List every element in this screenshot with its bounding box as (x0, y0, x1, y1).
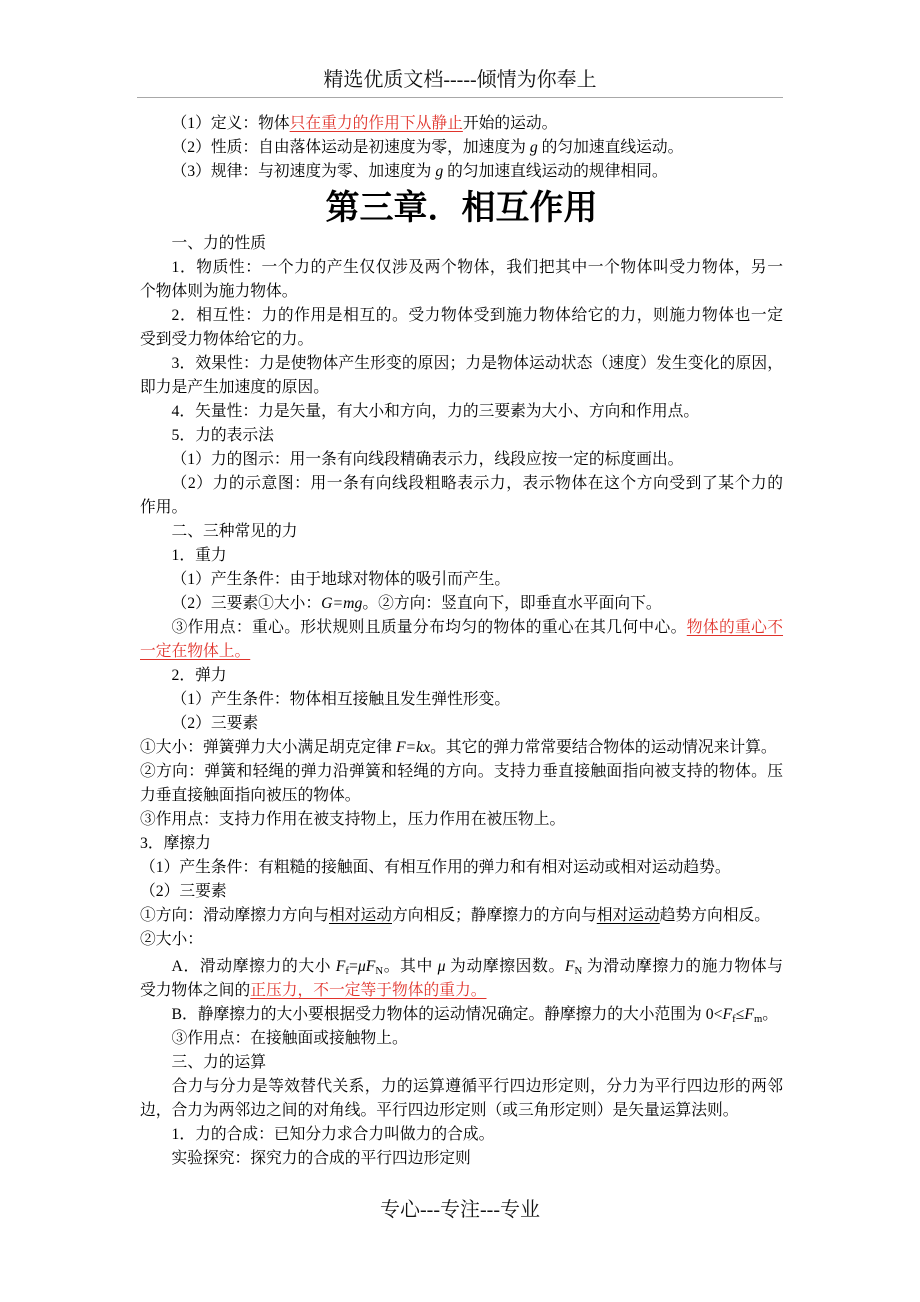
subscript: N (375, 964, 384, 977)
mutuality-paragraph-line: 2．相互性：力的作用是相互的。受力物体受到施力物体给它的力，则施力物体也一定 (171, 307, 783, 324)
effect-paragraph-line: 3．效果性：力是使物体产生形变的原因；力是物体运动状态（速度）发生变化的原因， (171, 355, 783, 372)
formula-symbol: = (348, 958, 358, 975)
elastic-elements-heading: （2）三要素 (171, 715, 259, 732)
materiality-paragraph-line: 个物体则为施力物体。 (140, 283, 298, 300)
text-segment: 。②方向：竖直向下，即垂直水平面向下。 (362, 595, 662, 612)
text-segment: ①大小：弹簧弹力大小满足胡克定律 (140, 739, 396, 756)
highlighted-text: 正压力，不一定等于物体的重力。 (250, 982, 487, 999)
free-fall-definition (140, 112, 783, 136)
gravity-point-line (140, 640, 783, 664)
sliding-friction-line (140, 979, 783, 1003)
formula-symbol: μF (357, 958, 376, 975)
force-composition: 1．力的合成：已知分力求合力叫做力的合成。 (171, 1126, 495, 1143)
elastic-direction-line: ②方向：弹簧和轻绳的弹力沿弹簧和轻绳的方向。支持力垂直接触面指向被支持的物体。压 (140, 763, 783, 780)
subscript: N (574, 964, 583, 977)
subsection-heading: 2．弹力 (171, 667, 227, 684)
section-heading: 二、三种常见的力 (171, 523, 298, 540)
gravity-condition: （1）产生条件：由于地球对物体的吸引而产生。 (171, 571, 511, 588)
friction-direction (140, 904, 783, 928)
experiment-item: 实验探究：探究力的合成的平行四边形定则 (171, 1150, 471, 1167)
force-sketch-item-line: （2）力的示意图：用一条有向线段粗略表示力，表示物体在这个方向受到了某个力的 (171, 475, 783, 492)
highlighted-text: 物体的重心不 (686, 619, 784, 636)
friction-point: ③作用点：在接触面或接触物上。 (171, 1030, 408, 1047)
gravity-point-line (140, 616, 783, 640)
text-segment: 为滑动摩擦力的施力物体与 (582, 958, 784, 975)
text-segment: 的匀加速直线运动的规律相同。 (443, 163, 668, 180)
friction-elements-heading: （2）三要素 (140, 883, 227, 900)
sliding-friction-line (140, 955, 783, 979)
formula-symbol: ≤ (735, 1006, 745, 1023)
highlighted-text: 一定在物体上。 (140, 643, 251, 660)
operations-intro-line: 边，合力为两邻边之间的对角线。平行四边形定则（或三角形定则）是矢量运算法则。 (140, 1102, 739, 1119)
text-segment: 受力物体之间的 (140, 982, 251, 999)
document-body (140, 112, 783, 1171)
text-segment: A．滑动摩擦力的大小 (171, 958, 336, 975)
text-segment: （1）定义：物体 (171, 115, 290, 132)
effect-paragraph-line: 即力是产生加速度的原因。 (140, 379, 329, 396)
text-segment: 开始的运动。 (462, 115, 558, 132)
underlined-text: 相对运动 (329, 907, 392, 924)
section-heading: 三、力的运算 (171, 1054, 266, 1071)
text-segment: 为动摩擦因数。 (445, 958, 565, 975)
chapter-title: 第三章．相互作用 (325, 188, 598, 228)
formula-symbol: F (744, 1006, 754, 1023)
elastic-condition: （1）产生条件：物体相互接触且发生弹性形变。 (171, 691, 511, 708)
underlined-text: 相对运动 (596, 907, 660, 924)
friction-magnitude-heading: ②大小： (140, 931, 203, 948)
subsection-heading: 5．力的表示法 (171, 427, 274, 444)
formula: F=kx (395, 739, 431, 756)
text-segment: ③作用点：重心。形状规则且质量分布均匀的物体的重心在其几何中心。 (171, 619, 687, 636)
formula-symbol: F (564, 958, 575, 975)
subsection-heading: 3．摩擦力 (140, 835, 211, 852)
elastic-direction-line: 力垂直接触面指向被压的物体。 (140, 787, 361, 804)
text-segment: 。 (762, 1006, 779, 1023)
text-segment: 方向相反；静摩擦力的方向与 (392, 907, 597, 924)
elastic-point: ③作用点：支持力作用在被支持物上，压力作用在被压物上。 (140, 811, 566, 828)
free-fall-property (140, 136, 783, 160)
text-segment: B．静摩擦力的大小要根据受力物体的运动情况确定。静摩擦力的大小范围为 0< (171, 1006, 723, 1023)
formula-symbol: F (335, 958, 346, 975)
friction-condition: （1）产生条件：有粗糙的接触面、有相互作用的弹力和有相对运动或相对运动趋势。 (140, 859, 731, 876)
force-diagram-item: （1）力的图示：用一条有向线段精确表示力，线段应按一定的标度画出。 (171, 451, 684, 468)
page-header: 精选优质文档-----倾情为你奉上 (323, 69, 597, 91)
text-segment: （2）三要素①大小： (171, 595, 322, 612)
page-footer: 专心---专注---专业 (380, 1199, 540, 1221)
elastic-magnitude (140, 736, 783, 760)
text-segment: （2）性质：自由落体运动是初速度为零，加速度为 (171, 139, 530, 156)
subscript: f (732, 1012, 736, 1025)
text-segment: 趋势方向相反。 (659, 907, 770, 924)
highlighted-text: 只在重力的作用下从静止 (289, 115, 463, 132)
text-segment: 。其中 (383, 958, 438, 975)
subscript: f (345, 964, 349, 977)
formula: G=mg (321, 595, 363, 612)
gravity-elements (140, 592, 783, 616)
materiality-paragraph-line: 1．物质性：一个力的产生仅仅涉及两个物体，我们把其中一个物体叫受力物体，另一 (171, 259, 783, 276)
force-sketch-item-line: 作用。 (140, 499, 188, 516)
text-segment: 。其它的弹力常常要结合物体的运动情况来计算。 (430, 739, 777, 756)
mutuality-paragraph-line: 受到受力物体给它的力。 (140, 331, 314, 348)
text-segment: （3）规律：与初速度为零、加速度为 (171, 163, 436, 180)
formula-symbol: F (722, 1006, 733, 1023)
subscript: m (753, 1012, 763, 1025)
text-segment: ①方向：滑动摩擦力方向与 (140, 907, 329, 924)
static-friction-line (140, 1003, 783, 1027)
subsection-heading: 1．重力 (171, 547, 227, 564)
section-heading: 一、力的性质 (171, 235, 266, 252)
header-divider (137, 97, 783, 98)
formula-symbol: g (529, 139, 538, 156)
free-fall-law (140, 160, 783, 184)
formula-symbol: μ (437, 958, 446, 975)
operations-intro-line: 合力与分力是等效替代关系，力的运算遵循平行四边形定则，分力为平行四边形的两邻 (171, 1078, 783, 1095)
vector-paragraph: 4．矢量性：力是矢量，有大小和方向，力的三要素为大小、方向和作用点。 (171, 403, 700, 420)
text-segment: 的匀加速直线运动。 (537, 139, 684, 156)
formula-symbol: g (435, 163, 444, 180)
